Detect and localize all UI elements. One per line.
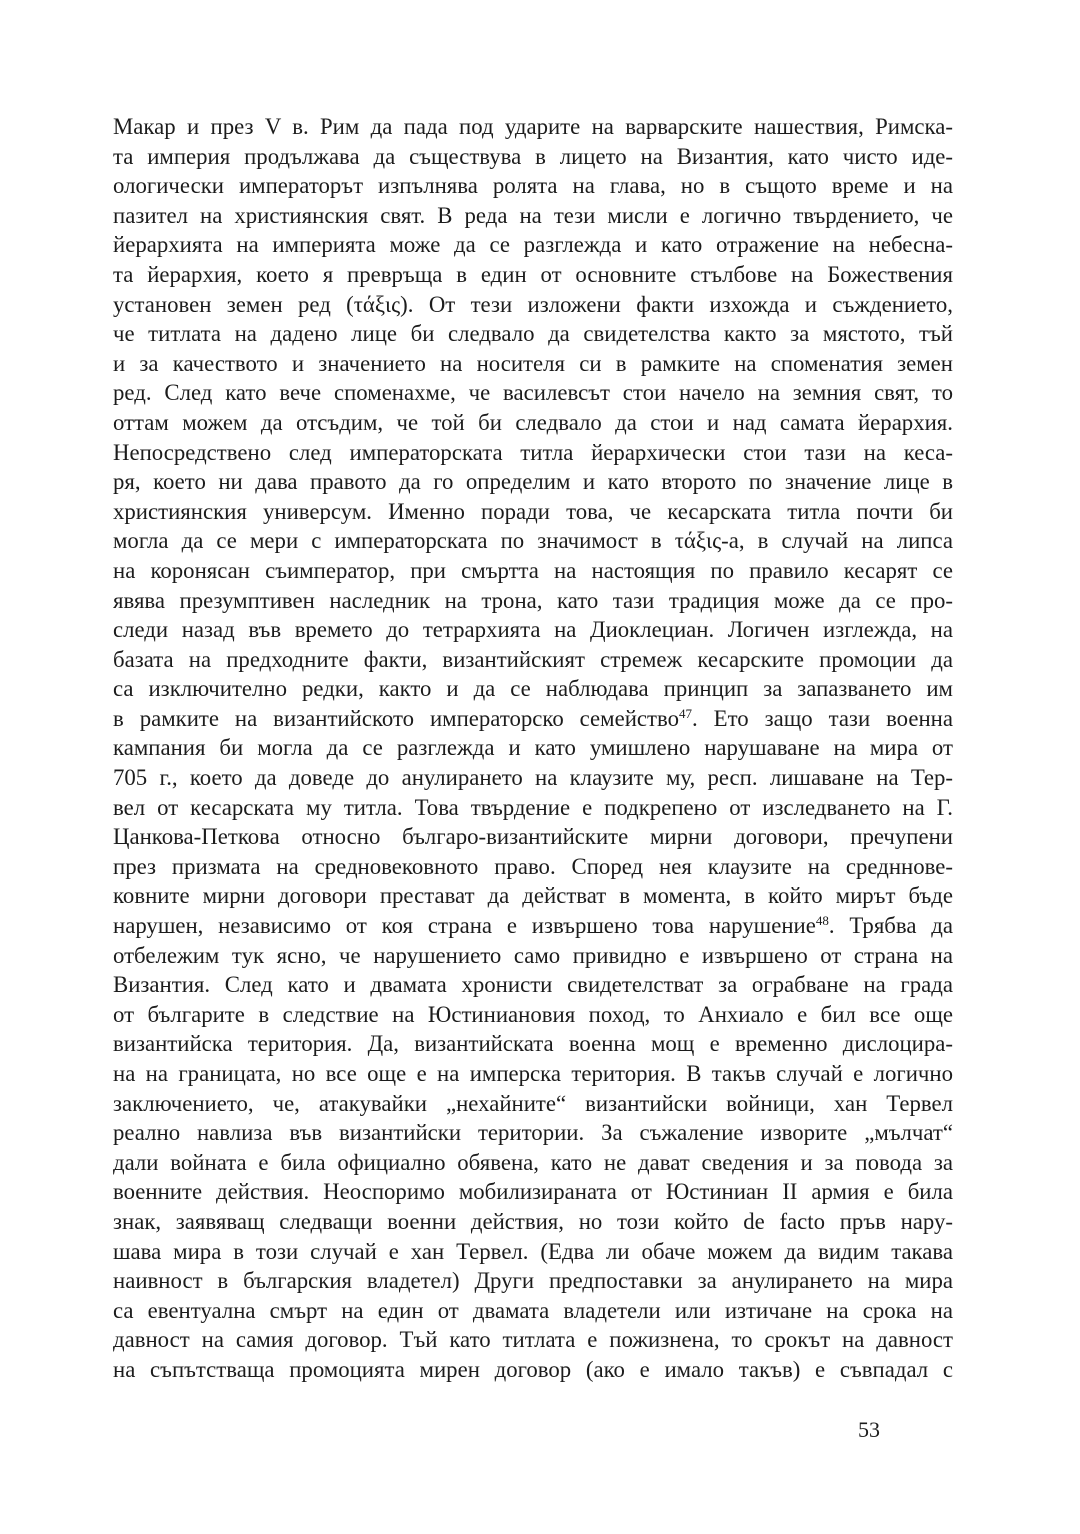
text-line: та империя продължава да съществува в лицето на Византия, като чисто иде- [113, 143, 953, 169]
footnote-marker: 47 [679, 705, 693, 721]
text-line: наивност в българския владетел) Други предпоставки за анулирането на мира [113, 1268, 953, 1294]
text-line: установен земен ред (τάξις). От тези изложени факти изхожда и съждението, [113, 291, 953, 317]
text-line: са изключително редки, както и да се наблюдава принцип за запазването им [113, 676, 953, 702]
text-line: отбележим тук ясно, че нарушението само привидно е извършено от страна на [113, 942, 953, 968]
text-line: дали войната е била официално обявена, като не дават сведения и за повода за [113, 1149, 953, 1175]
text-line: заключението, че, атакувайки „нехайните“ византийски войници, хан Тервел [113, 1090, 953, 1116]
text-line: от българите в следствие на Юстиниановия поход, то Анхиало е бил все още [113, 1001, 953, 1027]
text-line: ря, което ни дава правото да го определим и като второто по значение лице в [113, 469, 953, 495]
body-text [113, 112, 953, 1385]
text-line: че титлата на дадено лице би следвало да свидетелства както за мястото, тъй [113, 321, 953, 347]
text-line: шава мира в този случай е хан Тервел. (Едва ли обаче можем да видим такава [113, 1238, 953, 1264]
text-line: йерархията на империята може да се разглежда и като отражение на небесна- [113, 232, 953, 258]
text-line: явява презумптивен наследник на трона, като тази традиция може да се про- [113, 587, 953, 613]
text-line: нарушен, независимо от коя страна е извършено това нарушение$^{48}$. Трябва да [113, 913, 953, 939]
text-line: са евентуална смърт на един от двамата владетели или изтичане на срока на [113, 1297, 953, 1323]
text-line: та йерархия, което я превръща в един от основните стълбове на Божествения [113, 261, 953, 287]
text-line: Непосредствено след императорската титла йерархически стои тази на кеса- [113, 439, 953, 465]
text-line: Макар и през V в. Рим да пада под ударите на варварските нашествия, Римска- [113, 114, 953, 139]
text-line: християнския универсум. Именно поради това, че кесарската титла почти би [113, 498, 953, 524]
text-line: ред. След като вече споменахме, че василевсът стои начело на земния свят, то [113, 380, 953, 406]
text-line: през призмата на средновековното право. Според нея клаузите на средннове- [113, 853, 953, 879]
text-line: Византия. След като и двамата хронисти свидетелстват за ограбване на града [113, 972, 953, 998]
text-line: пазител на християнския свят. В реда на тези мисли е логично твърдението, че [113, 202, 953, 228]
text-line: 705 г., което да доведе до анулирането на клаузите му, респ. лишаване на Тер- [113, 765, 953, 791]
text-line: византийска територия. Да, византийската военна мощ е временно дислоцира- [113, 1031, 953, 1057]
text-line: военните действия. Неоспоримо мобилизираната от Юстиниан II армия е била [113, 1179, 953, 1205]
text-line: следи назад във времето до тетрархията на Диоклециан. Логичен изглежда, на [113, 617, 953, 643]
text-line: базата на предходните факти, византийският стремеж кесарските промоции да [113, 646, 953, 672]
text-line: знак, заявяващ следващи военни действия, но този който de facto пръв нару- [113, 1208, 953, 1234]
text-line: могла да се мери с императорската по значимост в τάξις-а, в случай на липса [113, 528, 953, 554]
footnote-marker: 48 [815, 913, 829, 929]
text-line: ковните мирни договори престават да действат в момента, в който мирът бъде [113, 883, 953, 909]
text-line: кампания би могла да се разглежда и като умишлено нарушаване на мира от [113, 735, 953, 761]
text-line: на на границата, но все още е на имперска територия. В такъв случай е логично [113, 1061, 953, 1086]
page-number: 53 [858, 1417, 880, 1442]
text-line: Цанкова-Петкова относно българо-византийските мирни договори, пречупени [113, 824, 953, 850]
text-line: ологически императорът изпълнява ролята на глава, но в същото време и на [113, 173, 953, 199]
text-line: реално навлиза във византийски територии. За съжаление изворите „мълчат“ [113, 1120, 953, 1146]
text-line: в рамките на византийското императорско семейство$^{47}$. Ето защо тази военна [113, 705, 953, 731]
text-line: на коронясан съимператор, при смъртта на настоящия по правило кесарят се [113, 557, 953, 583]
text-line: оттам можем да отсъдим, че той би следвало да стои и над самата йерархия. [113, 409, 953, 435]
text-line: и за качеството и значението на носителя си в рамките на споменатия земен [113, 350, 953, 376]
text-line: на съпътстваща промоцията мирен договор (ако е имало такъв) е съвпадал с [113, 1356, 953, 1382]
text-line: давност на самия договор. Тъй като титлата е пожизнена, то срокът на давност [113, 1327, 953, 1353]
text-line: вел от кесарската му титла. Това твърдение е подкрепено от изследването на Г. [113, 794, 953, 820]
